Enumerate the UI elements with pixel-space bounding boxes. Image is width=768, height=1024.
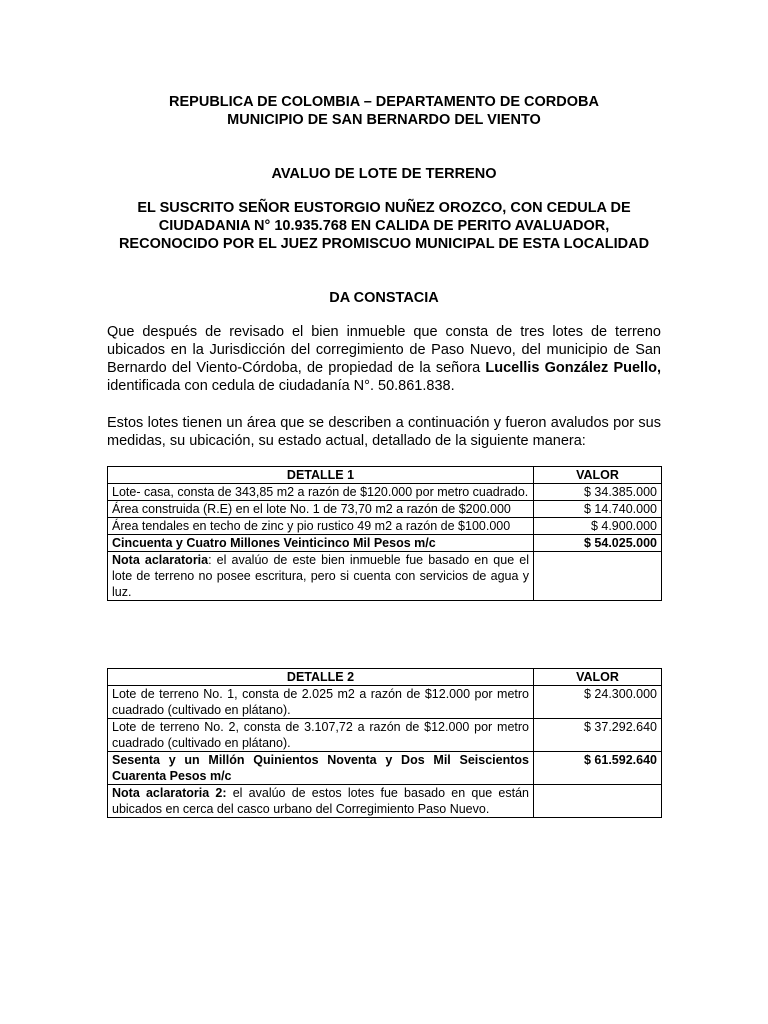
row-value: $ 37.292.640 <box>534 719 662 752</box>
row-detail: Lote de terreno No. 2, consta de 3.107,72 a razón de $12.000 por metro cuadrado (cultivado en plátano). <box>108 719 534 752</box>
intro-text-end: identificada con cedula de ciudadanía N°. 50.861.838. <box>107 378 455 394</box>
note-cell <box>108 785 534 818</box>
row-value: $ 14.740.000 <box>534 501 662 518</box>
table-row <box>108 501 662 518</box>
intro-paragraph <box>107 323 661 395</box>
column-header-detail: DETALLE 2 <box>108 669 534 686</box>
table-row <box>108 484 662 501</box>
row-value: $ 24.300.000 <box>534 686 662 719</box>
total-row <box>108 535 662 552</box>
document-title: AVALUO DE LOTE DE TERRENO <box>271 166 497 182</box>
detail-table-2 <box>107 668 662 818</box>
header-municipality: MUNICIPIO DE SAN BERNARDO DEL VIENTO <box>227 112 541 128</box>
row-value: $ 34.385.000 <box>534 484 662 501</box>
note-cell <box>108 552 534 601</box>
document-subtitle: DA CONSTACIA <box>329 290 439 306</box>
row-detail: Lote de terreno No. 1, consta de 2.025 m2 a razón de $12.000 por metro cuadrado (cultivado en plátano). <box>108 686 534 719</box>
note-label: Nota aclaratoria 2: <box>112 786 227 800</box>
table-row <box>108 518 662 535</box>
detail-table-1 <box>107 466 662 601</box>
column-header-detail: DETALLE 1 <box>108 467 534 484</box>
note-text: el avalúo de estos lotes fue basado en que están ubicados en cerca del casco urbano del Corregimiento Paso Nuevo. <box>112 786 529 816</box>
intro-text: Que después de revisado el bien inmueble que consta de tres lotes de terreno ubicados en la Jurisdicción del corregimiento de Paso Nuevo, del municipio de San Bernardo del Viento-Córdoba, de propiedad de la señora <box>107 324 661 376</box>
note-value-empty <box>534 552 662 601</box>
statement-line-1: EL SUSCRITO SEÑOR EUSTORGIO NUÑEZ OROZCO, CON CEDULA DE <box>137 200 631 216</box>
note-row <box>108 552 662 601</box>
header-country: REPUBLICA DE COLOMBIA – DEPARTAMENTO DE CORDOBA <box>169 94 599 110</box>
column-header-value: VALOR <box>534 669 662 686</box>
table-row <box>108 686 662 719</box>
column-header-value: VALOR <box>534 467 662 484</box>
table-header-row <box>108 669 662 686</box>
total-value: $ 61.592.640 <box>534 752 662 785</box>
note-row <box>108 785 662 818</box>
total-label: Sesenta y un Millón Quinientos Noventa y Dos Mil Seiscientos Cuarenta Pesos m/c <box>108 752 534 785</box>
description-paragraph: Estos lotes tienen un área que se describen a continuación y fueron avaludos por sus medidas, su ubicación, su estado actual, detallado de la siguiente manera: <box>107 415 661 449</box>
note-label: Nota aclaratoria <box>112 553 209 567</box>
row-detail: Lote- casa, consta de 343,85 m2 a razón de $120.000 por metro cuadrado. <box>108 484 534 501</box>
row-value: $ 4.900.000 <box>534 518 662 535</box>
total-value: $ 54.025.000 <box>534 535 662 552</box>
row-detail: Área tendales en techo de zinc y pio rustico 49 m2 a razón de $100.000 <box>108 518 534 535</box>
statement-line-2: CIUDADANIA N° 10.935.768 EN CALIDA DE PERITO AVALUADOR, <box>158 218 610 234</box>
table-row <box>108 719 662 752</box>
note-value-empty <box>534 785 662 818</box>
table-header-row <box>108 467 662 484</box>
owner-name: Lucellis González Puello, <box>485 360 661 376</box>
note-text: : el avalúo de este bien inmueble fue basado en que el lote de terreno no posee escritura, pero si cuenta con servicios de agua y luz. <box>112 553 529 599</box>
total-row <box>108 752 662 785</box>
total-label: Cincuenta y Cuatro Millones Veinticinco Mil Pesos m/c <box>108 535 534 552</box>
row-detail: Área construida (R.E) en el lote No. 1 de 73,70 m2 a razón de $200.000 <box>108 501 534 518</box>
statement-line-3: RECONOCIDO POR EL JUEZ PROMISCUO MUNICIPAL DE ESTA LOCALIDAD <box>118 236 650 252</box>
